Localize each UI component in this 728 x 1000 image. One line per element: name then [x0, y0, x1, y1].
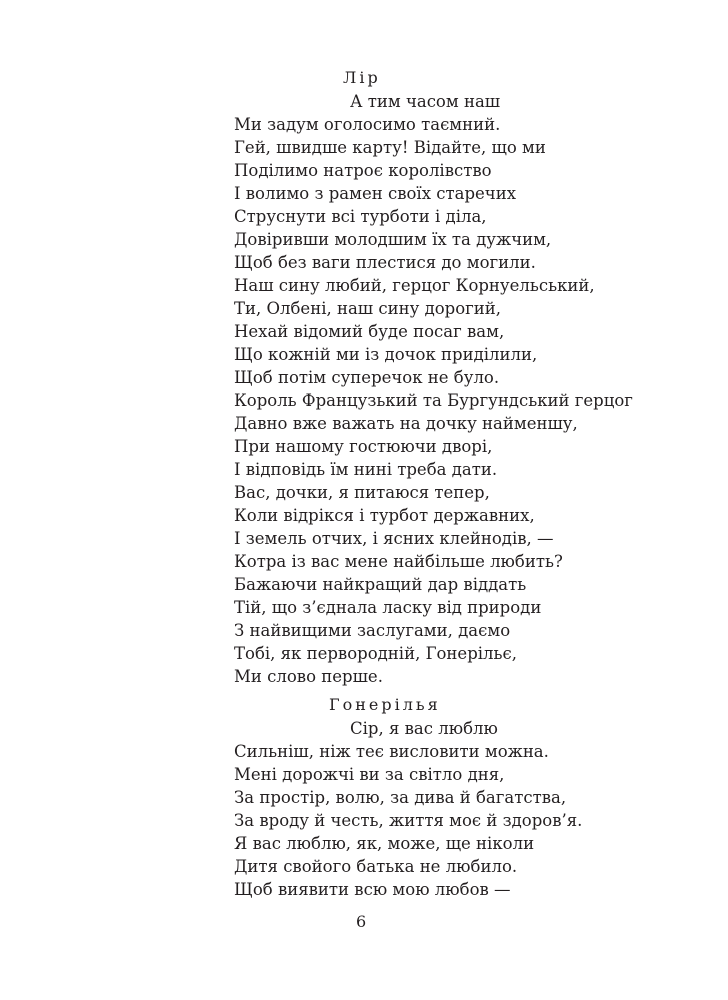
verse-line: Поділимо натроє королівство — [234, 161, 492, 180]
verse-line: Сильніш, ніж теє висловити можна. — [234, 742, 549, 761]
verse-line: За простір, волю, за дива й багатства, — [234, 788, 567, 807]
verse-line: Довіривши молодшим їх та дужчим, — [234, 230, 552, 249]
verse-line: Щоб без ваги плестися до могили. — [234, 253, 536, 272]
verse-line: Тій, що з’єднала ласку від природи — [234, 598, 542, 617]
verse-line: За вроду й честь, життя моє й здоров’я. — [234, 811, 583, 830]
speaker-name: Гонерілья — [329, 695, 441, 714]
verse-line: Струснути всі турботи і діла, — [234, 207, 487, 226]
verse-line: Мені дорожчі ви за світло дня, — [234, 765, 505, 784]
verse-line: Ми слово перше. — [234, 667, 383, 686]
verse-line: Ти, Олбені, наш сину дорогий, — [234, 299, 502, 318]
verse-line: З найвищими заслугами, даємо — [234, 621, 511, 640]
verse-line: Щоб виявити всю мою любов — — [234, 880, 511, 899]
verse-line: А тим часом наш — [350, 92, 501, 111]
verse-line: Я вас люблю, як, може, ще ніколи — [234, 834, 535, 853]
verse-line: І земель отчих, і ясних клейнодів, — — [234, 529, 554, 548]
verse-line: І волимо з рамен своїх старечих — [234, 184, 516, 203]
verse-line: Котра із вас мене найбільше любить? — [234, 552, 563, 571]
verse-line: Сір, я вас люблю — [350, 719, 498, 738]
verse-line: І відповідь їм нині треба дати. — [234, 460, 498, 479]
verse-line: Гей, швидше карту! Відайте, що ми — [234, 138, 546, 157]
verse-line: Коли відрікся і турбот державних, — [234, 506, 535, 525]
verse-line: Бажаючи найкращий дар віддать — [234, 575, 527, 594]
verse-line: Ми задум оголосимо таємний. — [234, 115, 501, 134]
verse-line: Тобі, як первородній, Гонерільє, — [234, 644, 517, 663]
verse-line: Що кожній ми із дочок приділили, — [234, 345, 538, 364]
verse-line: Наш сину любий, герцог Корнуельський, — [234, 276, 595, 295]
verse-line: Нехай відомий буде посаг вам, — [234, 322, 505, 341]
verse-line: Щоб потім суперечок не було. — [234, 368, 500, 387]
speaker-name: Лір — [343, 68, 381, 87]
verse-line: Король Французький та Бургундський герцог — [234, 391, 633, 410]
verse-line: Давно вже важать на дочку найменшу, — [234, 414, 578, 433]
verse-line: Дитя свойого батька не любило. — [234, 857, 518, 876]
page-number: 6 — [356, 912, 367, 931]
verse-line: Вас, дочки, я питаюся тепер, — [234, 483, 490, 502]
verse-line: При нашому гостюючи дворі, — [234, 437, 493, 456]
